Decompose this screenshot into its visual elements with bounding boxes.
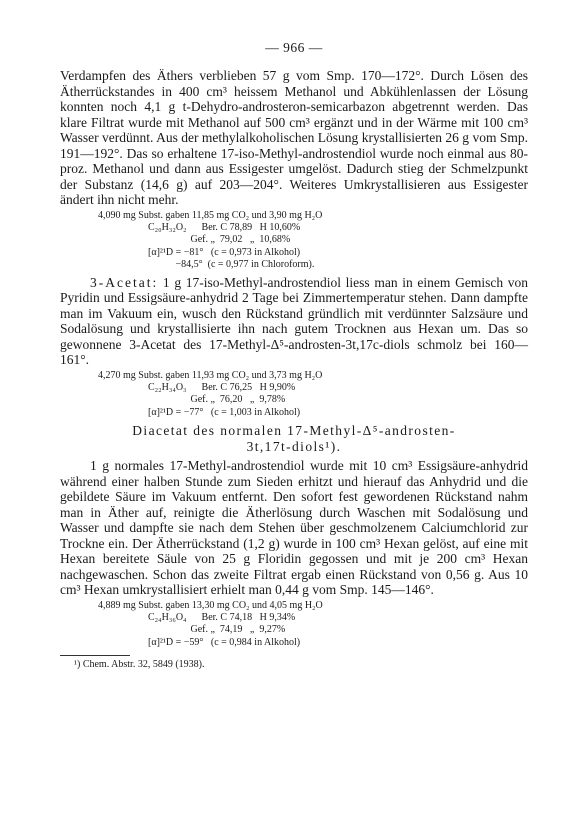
paragraph-2 [60,275,528,368]
paragraph-1: Verdampfen des Äthers verblieben 57 g vom Smp. 170—172°. Durch Lösen des Ätherrückstandes in 400 cm³ heissem Methanol und Abkühlenlassen der Lösung konnten noch 4,1 g t-Dehydro-androsteron-semicarbazon abgetrennt werden. Das klare Filtrat wurde mit Methanol auf 500 cm³ ergänzt und in der Wärme mit 100 cm³ Wasser verdünnt. Aus der methylalkoholischen Lösung krystallisierten 26 g vom Smp. 191—192°. Das so erhaltene 17-iso-Methyl-androstendiol wurde noch einmal aus 80-proz. Methanol und dann aus Essigester umgelöst. Dadurch stieg der Schmelzpunkt der Substanz (14,6 g) auf 203—204°. Weiteres Umkrystallisieren aus Essigester ändert ihn nicht mehr. [60,68,528,207]
analysis-line: C₂₄H₃₆O₄ Ber. C 74,18 H 9,34% [148,612,296,624]
analysis-line: [α]²¹D = −77° (c = 1,003 in Alkohol) [148,406,301,418]
footnote-divider [60,655,130,656]
elemental-analysis-1 [60,210,528,272]
page-number: — 966 — [265,40,323,55]
elemental-analysis-2 [60,370,528,420]
paragraph-2-text: 1 g 17-iso-Methyl-androstendiol liess man in einem Gemisch von Pyridin und Essigsäure-anhydrid 2 Tage bei Zimmertemperatur stehen. Dann dampfte man im Vakuum ein, wusch den Rückstand gründlich mit verdünnter Salzsäure und Sodalösung und krystallisierte ihn nach gutem Trocknen aus Hexan um. Das so gewonnene 3-Acetat des 17-Methyl-Δ⁵-androsten-3t,17c-diols schmolz bei 160—161°. [60,274,528,368]
document-page [60,40,528,671]
analysis-line: Gef. „ 79,02 „ 10,68% [148,234,291,246]
paragraph-3: 1 g normales 17-Methyl-androstendiol wurde mit 10 cm³ Essigsäure-anhydrid während einer halben Stunde zum Sieden erhitzt und hierauf das Anhydrid und die gebildete Säure im Vakuum entfernt. Den sofort fest gewordenen Rückstand nahm man in Äther auf, reinigte die Ätherlösung durch Waschen mit Sodalösung und Wasser und dampfte sie nach dem Stehen über geschmolzenem Calciumchlorid zur Trockne ein. Der Ätherrückstand (1,2 g) wurde in 100 cm³ Hexan gelöst, auf eine mit Hexan bereitete Säule von 25 g Floridin gegossen und mit je 200 cm³ Hexan nachgewaschen. Schon das zweite Filtrat ergab einen Rückstand von 0,56 g. Aus 10 cm³ Hexan umkrystallisiert erhielt man 0,44 g vom Smp. 145—146°. [60,458,528,598]
section-lead-3-acetat: 3-Acetat: [90,274,159,290]
section-heading [60,423,528,454]
analysis-line: −84,5° (c = 0,977 in Chloroform). [148,259,315,271]
analysis-line: 4,889 mg Subst. gaben 13,30 mg CO₂ und 4,05 mg H₂O [98,599,323,611]
elemental-analysis-3 [60,600,528,650]
analysis-line: Gef. „ 74,19 „ 9,27% [148,624,286,636]
analysis-line: C₂₀H₃₂O₂ Ber. C 78,89 H 10,60% [148,221,301,233]
analysis-line: 4,270 mg Subst. gaben 11,93 mg CO₂ und 3,73 mg H₂O [98,369,323,381]
section-heading-line-1: Diacetat des normalen 17-Methyl-Δ⁵-androsten- [132,423,456,439]
analysis-line: 4,090 mg Subst. gaben 11,85 mg CO₂ und 3,90 mg H₂O [98,209,323,221]
analysis-line: [α]²¹D = −81° (c = 0,973 in Alkohol) [148,246,301,258]
analysis-line: C₂₂H₃₄O₃ Ber. C 76,25 H 9,90% [148,381,296,393]
footnote: ¹) Chem. Abstr. 32, 5849 (1938). [74,659,205,671]
analysis-line: [α]²¹D = −59° (c = 0,984 in Alkohol) [148,636,301,648]
analysis-line: Gef. „ 76,20 „ 9,78% [148,394,286,406]
section-heading-line-2: 3t,17t-diols¹). [246,438,342,454]
